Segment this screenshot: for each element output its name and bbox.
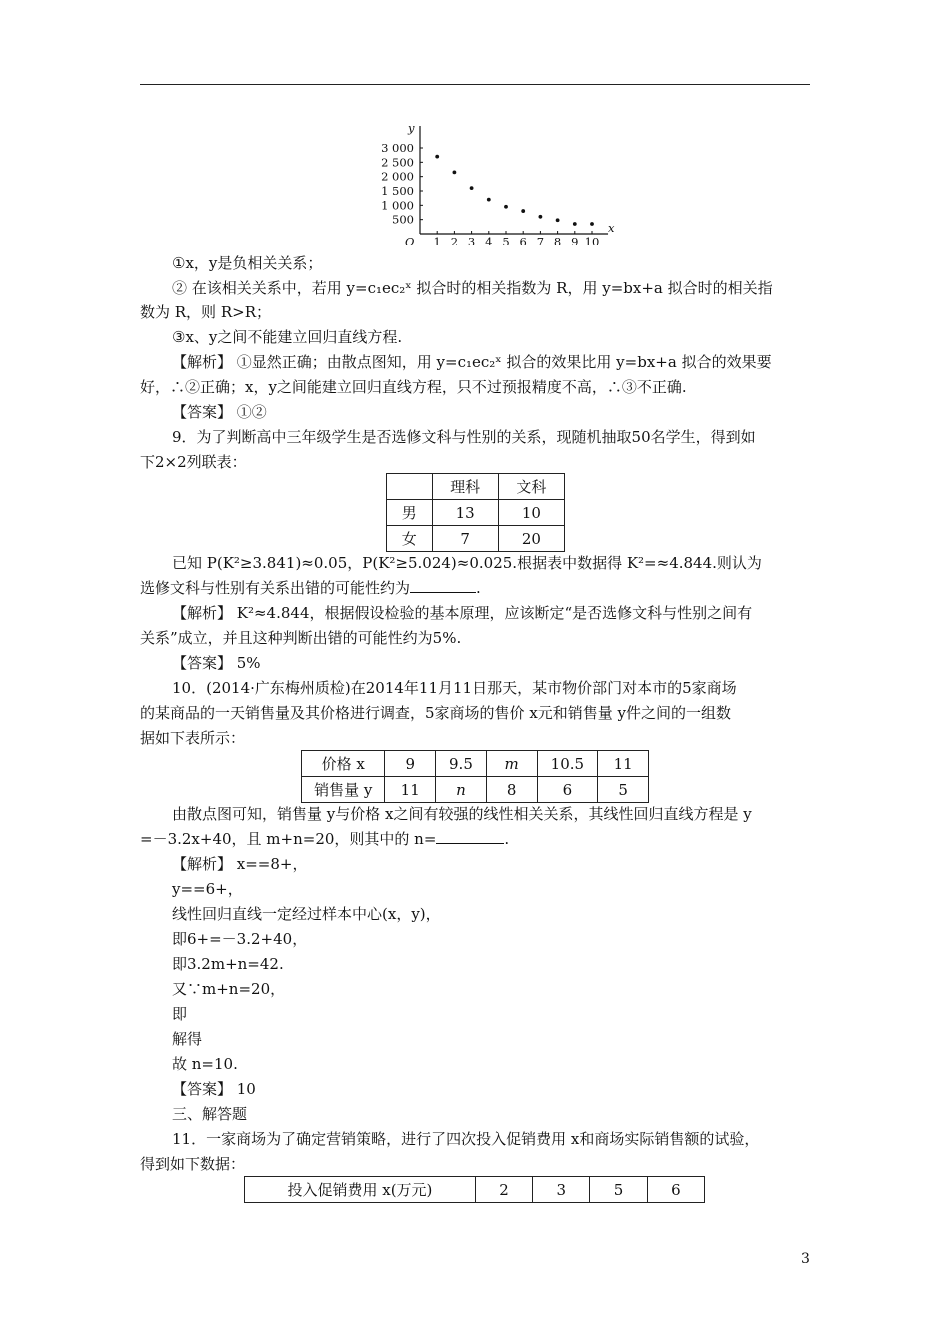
x-tick-label: 2 xyxy=(450,235,459,245)
data-point xyxy=(573,222,577,226)
table-cell: 10.5 xyxy=(537,751,598,777)
q10-analysis-line: 即 xyxy=(172,1005,188,1023)
table-cell: 2 xyxy=(475,1177,532,1203)
x-tick-label: 1 xyxy=(433,235,441,245)
q9-analysis-b: 关系”成立，并且这种判断出错的可能性约为5%. xyxy=(140,629,462,647)
statement-1: ①x，y是负相关关系； xyxy=(172,254,323,272)
data-point xyxy=(556,218,560,222)
data-point xyxy=(521,209,525,213)
table-cell: 11 xyxy=(385,777,436,803)
data-point xyxy=(453,170,457,174)
table-cell: 文科 xyxy=(498,474,564,500)
q8-answer: 【答案】 ①② xyxy=(172,403,267,421)
statement-2-a: ② 在该相关关系中，若用 y=c₁ec₂ˣ 拟合时的相关指数为 R，用 y=bx+a 拟合时的相关指 xyxy=(172,279,773,297)
table-cell xyxy=(387,474,433,500)
q9-analysis-a: 【解析】 K²≈4.844，根据假设检验的基本原理，应该断定“是否选修文科与性别之间有 xyxy=(172,604,753,622)
y-tick-label: 1 000 xyxy=(381,198,414,213)
data-point xyxy=(590,222,594,226)
table-cell: 13 xyxy=(432,500,498,526)
table-cell: 价格 x xyxy=(302,751,385,777)
table-row xyxy=(302,751,649,777)
q10-answer: 【答案】 10 xyxy=(172,1080,256,1098)
table-cell: n xyxy=(436,777,487,803)
q10-analysis-line: 【解析】 x==8+， xyxy=(172,855,308,873)
q9-text-a: 9．为了判断高中三年级学生是否选修文科与性别的关系，现随机抽取50名学生，得到如 xyxy=(172,428,756,446)
x-tick-label: 5 xyxy=(502,235,510,245)
q10-analysis-line: 故 n=10. xyxy=(172,1055,238,1073)
origin-label: O xyxy=(405,235,415,245)
table-cell: 男 xyxy=(387,500,433,526)
data-point xyxy=(435,155,439,159)
q11-text-a: 11．一家商场为了确定营销策略，进行了四次投入促销费用 x和商场实际销售额的试验， xyxy=(172,1130,760,1148)
table-row xyxy=(245,1177,705,1203)
q11-text-b: 得到如下数据： xyxy=(140,1155,246,1173)
q10-text-a: 10．(2014·广东梅州质检)在2014年11月11日那天，某市物价部门对本市的5家商场 xyxy=(172,679,737,697)
table-row xyxy=(387,500,565,526)
contingency-table xyxy=(386,473,565,552)
data-point xyxy=(487,198,491,202)
table-row xyxy=(387,526,565,552)
q10-analysis-line: 即3.2m+n=42. xyxy=(172,955,284,973)
x-tick-label: 3 xyxy=(467,235,476,245)
x-tick-label: 9 xyxy=(571,235,579,245)
page-number: 3 xyxy=(801,1251,810,1267)
x-tick-label: 4 xyxy=(485,235,493,245)
q9-known-a: 已知 P(K²≥3.841)≈0.05，P(K²≥5.024)≈0.025.根据表中数据得 K²=≈4.844.则认为 xyxy=(172,554,762,572)
q10-cond-b: =－3.2x+40，且 m+n=20，则其中的 n= . xyxy=(140,830,510,848)
data-point xyxy=(539,215,543,219)
table-cell: 理科 xyxy=(432,474,498,500)
table-cell: 女 xyxy=(387,526,433,552)
table-cell: 8 xyxy=(486,777,537,803)
q10-text-b: 的某商品的一天销售量及其价格进行调查，5家商场的售价 x元和销售量 y件之间的一组数 xyxy=(140,704,732,722)
data-point xyxy=(470,186,474,190)
table-cell: 9.5 xyxy=(436,751,487,777)
table-cell: 9 xyxy=(385,751,436,777)
y-tick-label: 2 000 xyxy=(381,169,414,184)
x-axis-label: x xyxy=(608,221,615,235)
q8-analysis-a: 【解析】 ①显然正确；由散点图知，用 y=c₁ec₂ˣ 拟合的效果比用 y=bx+a 拟合的效果要 xyxy=(172,353,772,371)
table-cell: 6 xyxy=(537,777,598,803)
q10-analysis-line: 解得 xyxy=(172,1030,203,1048)
q8-analysis-b: 好，∴②正确；x，y之间能建立回归直线方程，只不过预报精度不高，∴③不正确. xyxy=(140,378,687,396)
table-cell: m xyxy=(486,751,537,777)
x-tick-label: 10 xyxy=(584,235,600,245)
y-tick-label: 500 xyxy=(392,212,414,227)
table-cell: 5 xyxy=(598,777,649,803)
q9-text-b: 下2×2列联表： xyxy=(140,453,247,471)
x-tick-label: 8 xyxy=(553,235,562,245)
table-cell: 10 xyxy=(498,500,564,526)
y-tick-label: 1 500 xyxy=(381,184,414,198)
table-cell: 20 xyxy=(498,526,564,552)
table-cell: 销售量 y xyxy=(302,777,385,803)
section-heading: 三、解答题 xyxy=(172,1105,248,1123)
table-cell: 投入促销费用 x(万元) xyxy=(245,1177,476,1203)
data-point xyxy=(504,205,508,209)
table-row xyxy=(302,777,649,803)
scatter-plot xyxy=(370,120,620,245)
x-tick-label: 6 xyxy=(519,235,527,245)
q9-answer: 【答案】 5% xyxy=(172,654,261,672)
q10-analysis-line: 线性回归直线一定经过样本中心(x，y)， xyxy=(172,905,441,923)
q10-analysis-line: 又∵m+n=20， xyxy=(172,980,286,998)
q10-text-c: 据如下表所示： xyxy=(140,729,246,747)
table-cell: 6 xyxy=(647,1177,704,1203)
statement-3: ③x、y之间不能建立回归直线方程. xyxy=(172,328,403,346)
table-cell: 3 xyxy=(533,1177,590,1203)
x-tick-label: 7 xyxy=(536,235,545,245)
q9-known-b: 选修文科与性别有关系出错的可能性约为 . xyxy=(140,579,481,597)
table-cell: 7 xyxy=(432,526,498,552)
y-tick-label: 3 000 xyxy=(381,141,414,155)
promotion-table xyxy=(244,1176,705,1203)
q10-analysis-line: y==6+， xyxy=(172,880,243,898)
y-tick-label: 2 500 xyxy=(381,155,414,170)
q10-cond-a: 由散点图可知，销售量 y与价格 x之间有较强的线性相关关系，其线性回归直线方程是 y xyxy=(172,805,752,823)
table-cell: 11 xyxy=(598,751,649,777)
y-axis-label: y xyxy=(408,121,415,135)
table-row xyxy=(387,474,565,500)
price-sales-table xyxy=(301,750,649,803)
statement-2-b: 数为 R，则 R>R； xyxy=(140,303,271,321)
q10-analysis-line: 即6+=－3.2+40， xyxy=(172,930,308,948)
table-cell: 5 xyxy=(590,1177,647,1203)
header-rule xyxy=(140,84,810,85)
